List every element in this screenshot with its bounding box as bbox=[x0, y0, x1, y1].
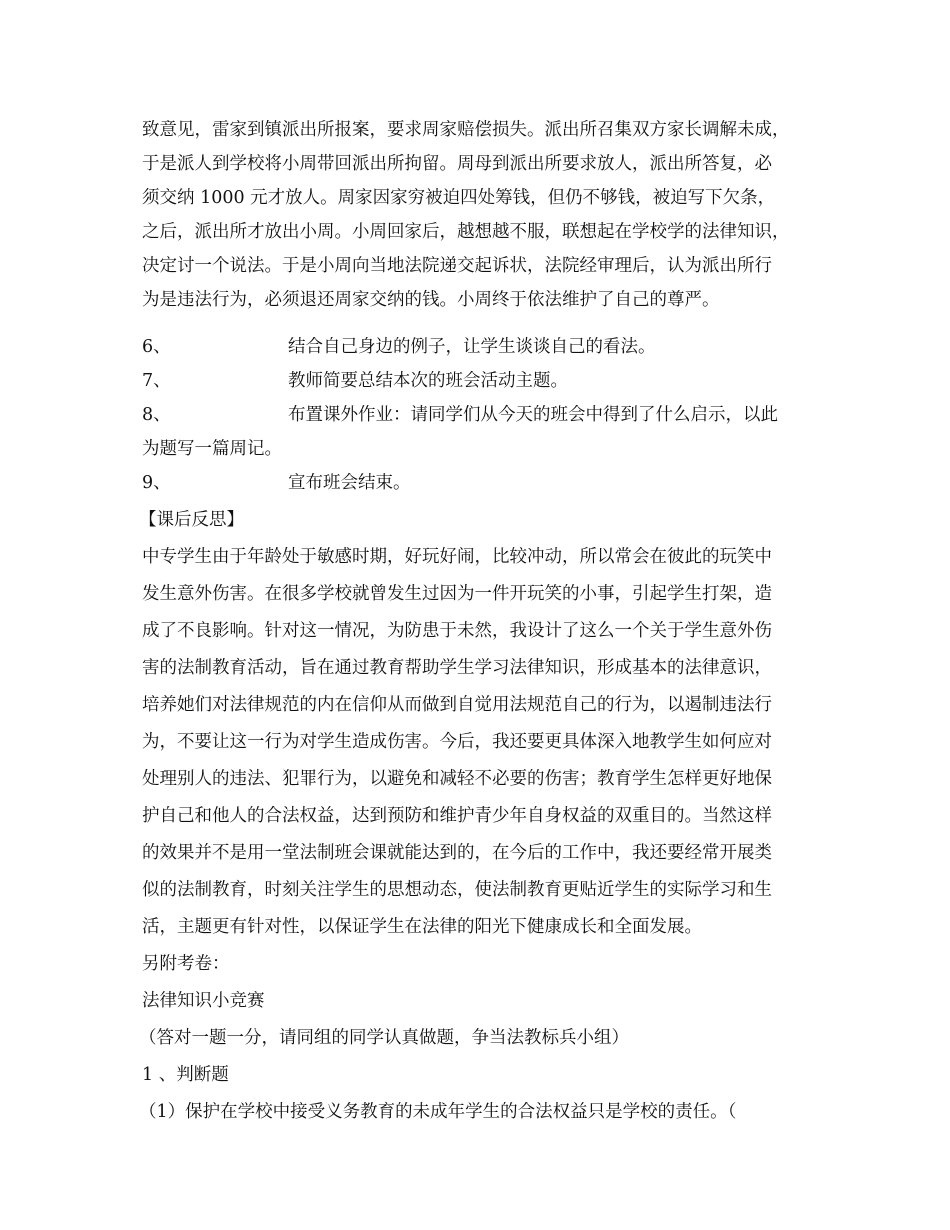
step-number: 8、 bbox=[142, 405, 171, 425]
step-text: 布置课外作业：请同学们从今天的班会中得到了什么启示，以此 bbox=[288, 405, 778, 425]
reflection-line-5: 培养她们对法律规范的内在信仰从而做到自觉用法规范自己的行为，以遏制违法行 bbox=[142, 695, 772, 715]
step-text: 宣布班会结束。 bbox=[288, 473, 411, 493]
reflection-line-6: 为，不要让这一行为对学生造成伤害。今后，我还要更具体深入地教学生如何应对 bbox=[142, 732, 772, 752]
case-line-1: 致意见，雷家到镇派出所报案，要求周家赔偿损失。派出所召集双方家长调解未成， bbox=[142, 120, 790, 140]
section-heading: 1 、判断题 bbox=[142, 1065, 229, 1085]
step-8 bbox=[0, 404, 950, 426]
step-9 bbox=[0, 472, 950, 494]
step-number: 6、 bbox=[142, 337, 171, 357]
question-item: （1）保护在学校中接受义务教育的未成年学生的合法权益只是学校的责任。（ bbox=[139, 1102, 737, 1122]
case-line-6: 为是违法行为，必须退还周家交纳的钱。小周终于依法维护了自己的尊严。 bbox=[142, 290, 720, 310]
reflection-line-1: 中专学生由于年龄处于敏感时期，好玩好闹，比较冲动，所以常会在彼此的玩笑中 bbox=[142, 547, 772, 567]
step-6 bbox=[0, 336, 950, 358]
quiz-instructions: （答对一题一分，请同组的同学认真做题，争当法教标兵小组） bbox=[139, 1028, 629, 1048]
reflection-line-11: 活，主题更有针对性，以保证学生在法律的阳光下健康成长和全面发展。 bbox=[142, 917, 702, 937]
case-line-3: 须交纳 1000 元才放人。周家因家穷被迫四处筹钱，但仍不够钱，被迫写下欠条， bbox=[142, 188, 776, 208]
reflection-heading: 【课后反思】 bbox=[139, 510, 244, 530]
step-text: 结合自己身边的例子，让学生谈谈自己的看法。 bbox=[288, 337, 656, 357]
reflection-line-8: 护自己和他人的合法权益，达到预防和维护青少年自身权益的双重目的。当然这样 bbox=[142, 806, 772, 826]
case-line-2: 于是派人到学校将小周带回派出所拘留。周母到派出所要求放人，派出所答复，必 bbox=[142, 154, 772, 174]
appendix-label: 另附考卷： bbox=[142, 954, 230, 974]
reflection-line-3: 成了不良影响。针对这一情况，为防患于未然，我设计了这么一个关于学生意外伤 bbox=[142, 621, 772, 641]
step-7 bbox=[0, 370, 950, 392]
step-8-continuation: 为题写一篇周记。 bbox=[142, 439, 282, 459]
case-line-5: 决定讨一个说法。于是小周向当地法院递交起诉状，法院经审理后，认为派出所行 bbox=[142, 256, 772, 276]
reflection-line-7: 处理别人的违法、犯罪行为，以避免和减轻不必要的伤害；教育学生怎样更好地保 bbox=[142, 769, 772, 789]
quiz-title: 法律知识小竞赛 bbox=[142, 991, 265, 1011]
reflection-line-9: 的效果并不是用一堂法制班会课就能达到的，在今后的工作中，我还要经常开展类 bbox=[142, 843, 772, 863]
reflection-line-10: 似的法制教育，时刻关注学生的思想动态，使法制教育更贴近学生的实际学习和生 bbox=[142, 880, 772, 900]
case-line-4: 之后，派出所才放出小周。小周回家后，越想越不服，联想起在学校学的法律知识， bbox=[142, 222, 790, 242]
reflection-line-4: 害的法制教育活动，旨在通过教育帮助学生学习法律知识，形成基本的法律意识， bbox=[142, 658, 772, 678]
step-text: 教师简要总结本次的班会活动主题。 bbox=[288, 371, 568, 391]
step-number: 7、 bbox=[142, 371, 171, 391]
reflection-line-2: 发生意外伤害。在很多学校就曾发生过因为一件开玩笑的小事，引起学生打架，造 bbox=[142, 584, 772, 604]
step-number: 9、 bbox=[142, 473, 171, 493]
